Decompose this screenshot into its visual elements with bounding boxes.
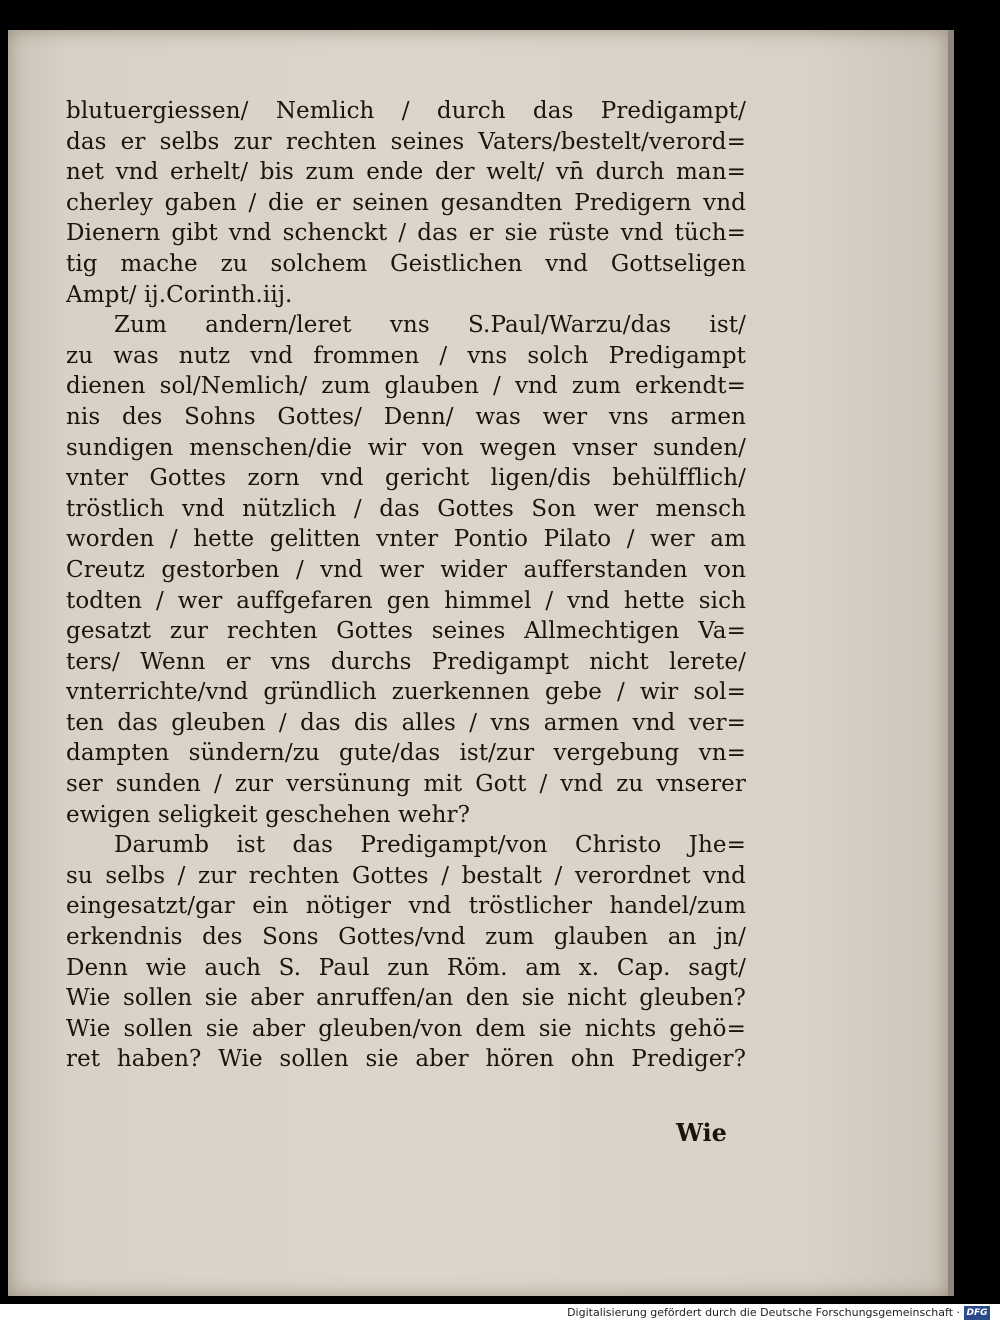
text-line: vnter Gottes zorn vnd gericht ligen/dis behülfflich/ [66,465,746,492]
text-line: Creutz gestorben / vnd wer wider aufferstanden von [66,556,746,583]
text-line: gesatzt zur rechten Gottes seines Allmechtigen Va= [66,618,746,645]
text-line: ters/ Wenn er vns durchs Predigampt nicht lerete/ [66,648,746,675]
text-line: tröstlich vnd nützlich / das Gottes Son wer mensch [66,495,746,522]
dfg-logo[interactable]: DFG [964,1306,990,1320]
text-line: ewigen seligkeit geschehen wehr? [66,801,471,828]
text-line: su selbs / zur rechten Gottes / bestalt / verordnet vnd [66,862,746,889]
text-line: das er selbs zur rechten seines Vaters/bestelt/verord= [66,128,746,155]
body-text [66,96,746,1075]
text-line: blutuergiessen/ Nemlich / durch das Predigampt/ [66,98,746,124]
text-line: Dienern gibt vnd schenckt / das er sie rüste vnd tüch= [66,220,746,247]
text-line: dienen sol/Nemlich/ zum glauben / vnd zum erkendt= [66,373,746,400]
catchword: Wie [676,1118,727,1147]
text-line: tig mache zu solchem Geistlichen vnd Gottseligen [66,250,746,277]
text-line: todten / wer auffgefaren gen himmel / vnd hette sich [66,587,746,614]
text-line: Wie sollen sie aber gleuben/von dem sie nichts gehö= [66,1015,746,1042]
text-line: zu was nutz vnd frommen / vns solch Predigampt [66,342,746,369]
text-line: eingesatzt/gar ein nötiger vnd tröstlicher handel/zum [66,893,746,920]
text-line: nis des Sohns Gottes/ Denn/ was wer vns armen [66,403,746,430]
text-line: cherley gaben / die er seinen gesandten Predigern vnd [66,189,746,216]
text-line: Zum andern/leret vns S.Paul/Warzu/das ist/ [114,312,746,339]
text-line: Wie sollen sie aber anruffen/an den sie nicht gleuben? [66,985,746,1012]
text-line: Denn wie auch S. Paul zun Röm. am x. Cap. sagt/ [66,954,746,981]
funding-notice: Digitalisierung gefördert durch die Deutsche Forschungsgemeinschaft · [567,1306,960,1319]
text-line: ten das gleuben / das dis alles / vns armen vnd ver= [66,709,746,736]
text-line: Ampt/ ij.Corinth.iij. [66,281,293,308]
text-line: dampten sündern/zu gute/das ist/zur vergebung vn= [66,740,746,767]
text-line: erkendnis des Sons Gottes/vnd zum glauben an jn/ [66,924,746,951]
text-line: worden / hette gelitten vnter Pontio Pilato / wer am [66,526,746,553]
text-line: net vnd erhelt/ bis zum ende der welt/ vn̄ durch man= [66,159,746,186]
footer-bar [0,1304,1000,1324]
text-line: Darumb ist das Predigampt/von Christo Jhe= [114,832,746,859]
text-line: ser sunden / zur versünung mit Gott / vnd zu vnserer [66,771,746,798]
page-edge [948,30,954,1296]
text-line: vnterrichte/vnd gründlich zuerkennen gebe / wir sol= [66,679,746,706]
text-line: ret haben? Wie sollen sie aber hören ohn Prediger? [66,1046,746,1073]
text-line: sundigen menschen/die wir von wegen vnser sunden/ [66,434,746,461]
